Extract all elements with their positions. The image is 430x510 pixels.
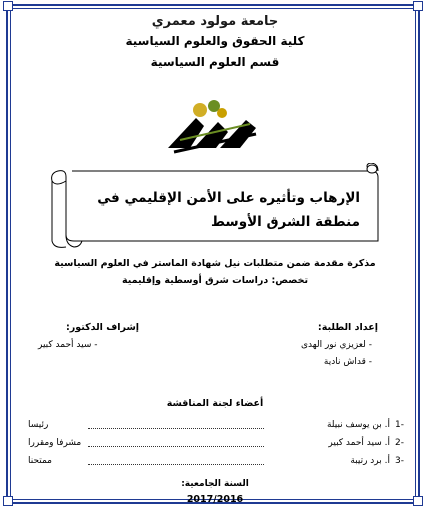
member-name: أ. سيد أحمد كبير	[328, 438, 390, 448]
student-name: - لعزيزي نور الهدى	[300, 340, 372, 350]
member-number: 3-	[395, 456, 404, 466]
committee-member-row	[28, 456, 404, 472]
supervisor-label: إشراف الدكتور:	[66, 322, 140, 333]
students-label: إعداد الطلبة:	[317, 322, 378, 333]
member-number: 1-	[395, 420, 404, 430]
member-role: مشرفا ومقررا	[28, 438, 82, 448]
academic-year-label: السنة الجامعية:	[181, 479, 249, 489]
member-name: أ. برد رتيبة	[350, 456, 390, 466]
border-corner-ornament	[3, 1, 13, 11]
academic-year-value: 2017/2016	[186, 494, 244, 505]
committee-member-row	[28, 438, 404, 454]
committee-member-row	[28, 420, 404, 436]
university-emblem-icon	[160, 96, 270, 156]
dotted-leader	[88, 464, 264, 465]
student-name: - قداش نادية	[323, 357, 372, 367]
university-name: جامعة مولود معمري	[151, 14, 279, 29]
thesis-specialty: تخصص: دراسات شرق أوسطية وإقليمية	[121, 275, 309, 286]
dotted-leader	[88, 428, 264, 429]
border-corner-ornament	[413, 1, 423, 11]
member-role: رئيسا	[28, 420, 49, 430]
member-role: ممتحنا	[28, 456, 53, 466]
member-number: 2-	[395, 438, 404, 448]
committee-title: أعضاء لجنة المناقشة	[166, 398, 264, 409]
department-name: قسم العلوم السياسية	[150, 55, 280, 69]
thesis-subtitle: مذكرة مقدمة ضمن متطلبات نيل شهادة الماستر في العلوم السياسية	[54, 258, 376, 269]
thesis-title: الإرهاب وتأثيره على الأمن الإقليمي في منطقة الشرق الأوسط	[97, 190, 360, 230]
supervisor-name: - سيد أحمد كبير	[38, 340, 98, 350]
member-name: أ. بن يوسف نبيلة	[326, 420, 390, 430]
dotted-leader	[88, 446, 264, 447]
faculty-name: كلية الحقوق والعلوم السياسية	[125, 34, 305, 48]
